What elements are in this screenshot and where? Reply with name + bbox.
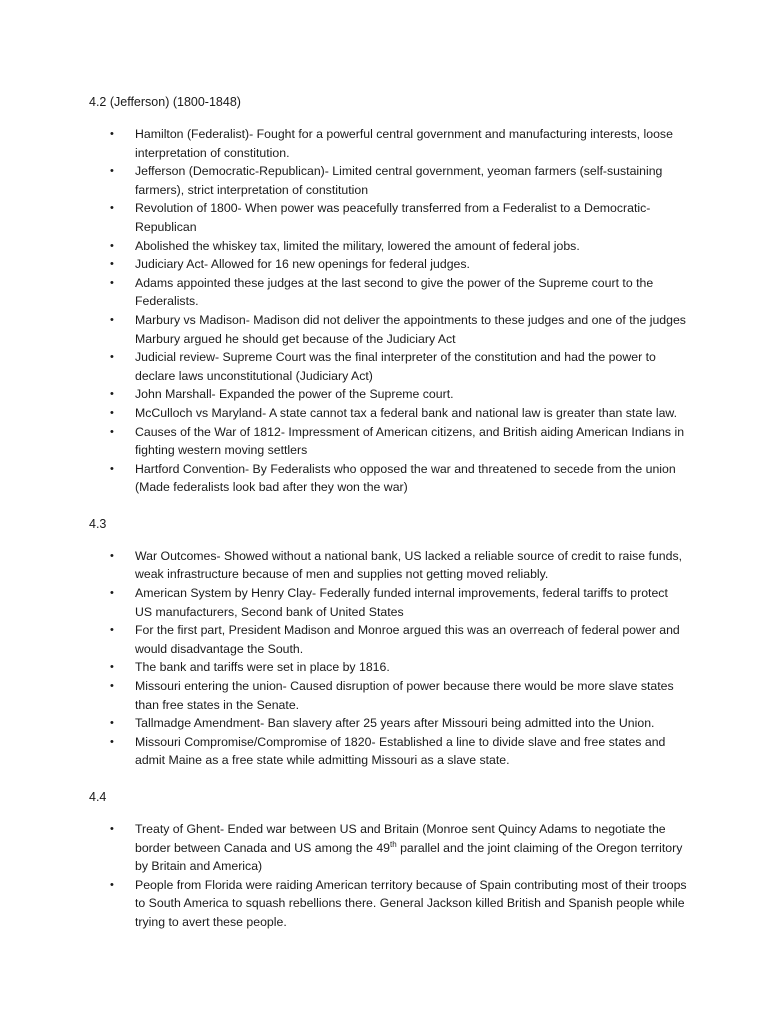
bullet-icon: • [110, 202, 114, 215]
list-item [89, 311, 688, 348]
list-item [89, 348, 688, 385]
list-item [89, 820, 688, 876]
list-item-text: Hartford Convention- By Federalists who opposed the war and threatened to secede from the union (Made federalists look bad after they won the war) [135, 461, 676, 495]
list-item [89, 621, 688, 658]
list-item-text: Causes of the War of 1812- Impressment of American citizens, and British aiding American Indians in fighting western moving settlers [135, 424, 685, 458]
bullet-icon: • [110, 128, 114, 140]
section-heading-4-3: 4.3 [89, 516, 107, 531]
bullet-icon: • [110, 735, 114, 748]
bullet-icon: • [110, 276, 114, 289]
bullet-icon: • [110, 351, 114, 364]
list-item-text: Missouri Compromise/Compromise of 1820- Established a line to divide slave and free states and admit Maine as a free state while admitting Missouri as a slave state. [135, 734, 666, 768]
list-item [89, 237, 688, 256]
list-item-text: Abolished the whiskey tax, limited the military, lowered the amount of federal jobs. [135, 238, 580, 253]
list-item [89, 274, 688, 311]
list-item [89, 677, 688, 714]
section-heading-4-2: 4.2 (Jefferson) (1800-1848) [89, 95, 241, 109]
list-item-text: People from Florida were raiding American territory because of Spain contributing most of their troops to South America to squash rebellions there. General Jackson killed British and Spanish people while trying to avert these people. [135, 877, 687, 929]
list-item-text: American System by Henry Clay- Federally funded internal improvements, federal tariffs to protect US manufacturers, Second bank of United States [135, 586, 668, 619]
list-item [89, 255, 688, 274]
ordinal-superscript: th [390, 839, 397, 849]
list-item [89, 199, 688, 236]
list-item [89, 125, 688, 162]
list-item-text: Jefferson (Democratic-Republican)- Limited central government, yeoman farmers (self-sustaining farmers), strict interpretation of constitution [135, 164, 663, 197]
bullet-icon: • [110, 624, 114, 637]
bullet-icon: • [110, 462, 114, 475]
bullet-icon: • [110, 313, 114, 326]
list-item-text-continued: parallel and the joint claiming of the Oregon territory by Britain and America) [135, 840, 683, 874]
list-item [89, 876, 688, 932]
list-item-text: Missouri entering the union- Caused disruption of power because there would be more slave states than free states in the Senate. [135, 679, 674, 712]
bullet-icon: • [110, 878, 114, 891]
list-item-text: Hamilton (Federalist)- Fought for a powerful central government and manufacturing interests, loose interpretation of constitution. [135, 127, 673, 160]
list-item-text: For the first part, President Madison and Monroe argued this was an overreach of federal power and would disadvantage the South. [135, 623, 680, 656]
bullet-icon: • [110, 549, 114, 562]
bullet-icon: • [110, 406, 114, 419]
list-item-text: Revolution of 1800- When power was peacefully transferred from a Federalist to a Democratic-Republican [135, 201, 651, 234]
bullet-icon: • [110, 661, 114, 674]
bullet-list-4-4 [89, 820, 688, 932]
bullet-icon: • [110, 587, 114, 600]
bullet-icon: • [110, 388, 114, 401]
bullet-icon: • [110, 258, 114, 271]
list-item-text: Judiciary Act- Allowed for 16 new openings for federal judges. [135, 257, 470, 272]
list-item-text: The bank and tariffs were set in place by 1816. [135, 660, 390, 675]
list-item [89, 423, 688, 460]
bullet-icon: • [110, 823, 114, 835]
list-item-text: Adams appointed these judges at the last second to give the power of the Supreme court to the Federalists. [135, 275, 654, 309]
list-item [89, 547, 688, 584]
list-item [89, 733, 688, 770]
list-item-text: Marbury vs Madison- Madison did not deliver the appointments to these judges and one of the judges Marbury argued he should get because of the Judiciary Act [135, 312, 686, 346]
list-item [89, 404, 688, 423]
list-item-text: Judicial review- Supreme Court was the final interpreter of the constitution and had the power to declare laws unconstitutional (Judiciary Act) [135, 350, 656, 383]
bullet-list-4-3 [89, 547, 688, 770]
bullet-icon: • [110, 165, 114, 178]
list-item-text: John Marshall- Expanded the power of the Supreme court. [135, 387, 454, 402]
bullet-icon: • [110, 717, 114, 730]
list-item-text: McCulloch vs Maryland- A state cannot tax a federal bank and national law is greater than state law. [135, 405, 678, 420]
section-heading-4-4: 4.4 [89, 790, 107, 804]
list-item-text: Treaty of Ghent- Ended war between US and Britain (Monroe sent Quincy Adams to negotiate the border between Canada and US among the 49 [135, 822, 666, 855]
bullet-icon: • [110, 680, 114, 693]
list-item [89, 162, 688, 199]
bullet-icon: • [110, 425, 114, 438]
list-item-text: Tallmadge Amendment- Ban slavery after 25 years after Missouri being admitted into the Union. [135, 716, 655, 731]
list-item [89, 385, 688, 404]
list-item [89, 714, 688, 733]
list-item [89, 460, 688, 497]
list-item [89, 658, 688, 677]
list-item-text: War Outcomes- Showed without a national bank, US lacked a reliable source of credit to raise funds, weak infrastructure because of men and supplies not getting moved reliably. [135, 548, 683, 582]
bullet-list-4-2 [89, 125, 688, 497]
bullet-icon: • [110, 239, 114, 252]
list-item [89, 584, 688, 621]
